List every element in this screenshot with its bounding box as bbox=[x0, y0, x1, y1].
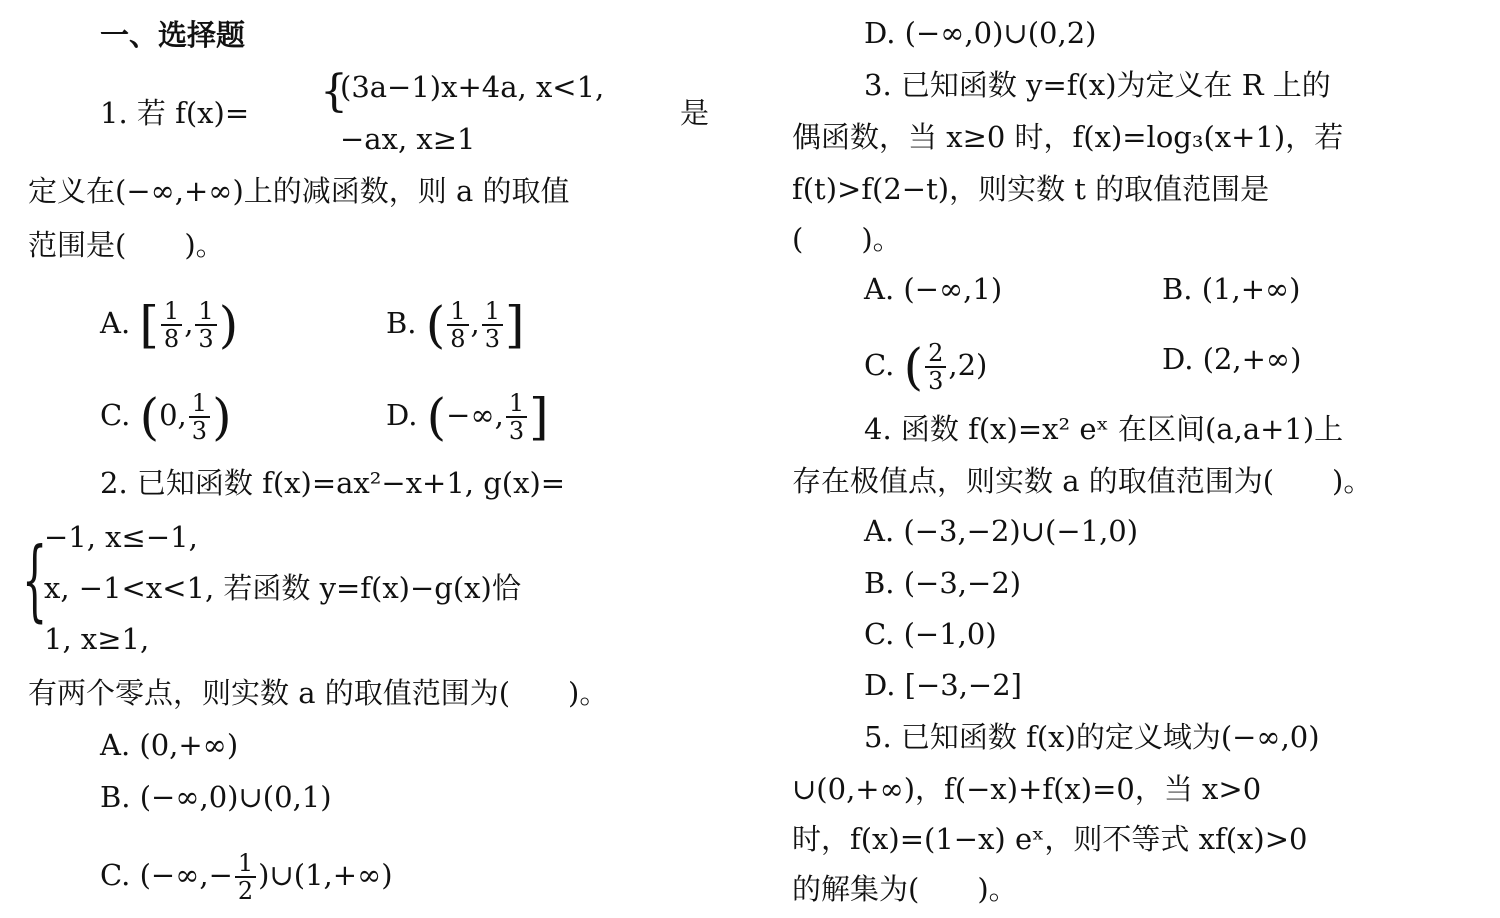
q2-case-1: −1, x≤−1, bbox=[44, 520, 198, 554]
denominator: 3 bbox=[198, 325, 214, 353]
q1-case-1: (3a−1)x+4a, x<1, bbox=[340, 70, 605, 104]
numerator: 1 bbox=[235, 850, 256, 878]
q1-option-d[interactable] bbox=[386, 390, 549, 444]
fraction bbox=[161, 298, 182, 352]
q3-option-a[interactable]: A. (−∞,1) bbox=[864, 272, 1003, 306]
denominator: 3 bbox=[508, 417, 525, 445]
option-label: C. bbox=[100, 398, 131, 432]
q1-option-a[interactable]: A. [ $\frac{1}{8}$ , $\frac{1}{3}$ ) bbox=[100, 296, 239, 354]
q2-line-1: 2. 已知函数 f(x)=ax²−x+1, g(x)= bbox=[100, 466, 566, 500]
q4-option-a[interactable]: A. (−3,−2)∪(−1,0) bbox=[864, 514, 1139, 548]
fraction bbox=[447, 298, 468, 352]
bracket: ] bbox=[529, 388, 549, 446]
q3-option-c[interactable] bbox=[864, 340, 987, 394]
option-label: D. bbox=[386, 398, 418, 432]
fraction bbox=[925, 340, 946, 394]
q3-option-b[interactable]: B. (1,+∞) bbox=[1162, 272, 1301, 306]
q3-line-1: 3. 已知函数 y=f(x)为定义在 R 上的 bbox=[864, 68, 1331, 102]
bracket: ( bbox=[139, 388, 160, 446]
q1-brace: { bbox=[320, 66, 348, 117]
q5-line-4: 的解集为( )。 bbox=[792, 872, 1018, 906]
numerator: 1 bbox=[447, 298, 468, 326]
option-text: (−∞,− bbox=[139, 858, 233, 892]
option-label: C. bbox=[864, 348, 895, 382]
q3-option-d[interactable]: D. (2,+∞) bbox=[1162, 342, 1302, 376]
denominator: 3 bbox=[191, 417, 208, 445]
bracket: ( bbox=[425, 296, 446, 354]
q3-line-2: 偶函数，当 x≥0 时，f(x)=log₃(x+1)，若 bbox=[792, 120, 1344, 154]
fraction bbox=[195, 298, 216, 352]
q4-option-c[interactable]: C. (−1,0) bbox=[864, 617, 997, 651]
q2-option-c[interactable] bbox=[100, 850, 393, 904]
section-title: 一、选择题 bbox=[100, 18, 246, 52]
denominator: 8 bbox=[163, 325, 180, 353]
q1-option-b[interactable]: B. ( $\frac{1}{8}$ , $\frac{1}{3}$ ] bbox=[386, 296, 525, 354]
option-label: A. bbox=[100, 306, 131, 340]
q1-stem: 1. 若 f(x)= bbox=[100, 96, 250, 130]
q5-line-1: 5. 已知函数 f(x)的定义域为(−∞,0) bbox=[864, 720, 1320, 754]
q4-option-d[interactable]: D. [−3,−2] bbox=[864, 668, 1022, 702]
numerator: 1 bbox=[506, 390, 527, 418]
q2-case-3: 1, x≥1, bbox=[44, 622, 150, 656]
denominator: 2 bbox=[237, 877, 254, 905]
q5-line-3: 时，f(x)=(1−x) eˣ，则不等式 xf(x)>0 bbox=[792, 822, 1308, 856]
option-text: 0, bbox=[159, 398, 187, 432]
option-label: B. bbox=[386, 306, 417, 340]
numerator: 1 bbox=[189, 390, 210, 418]
q2-case-2: x, −1<x<1, 若函数 y=f(x)−g(x)恰 bbox=[44, 571, 521, 605]
bracket: ( bbox=[903, 338, 924, 396]
numerator: 2 bbox=[925, 340, 946, 368]
option-label: C. bbox=[100, 858, 131, 892]
q4-option-b[interactable]: B. (−3,−2) bbox=[864, 566, 1022, 600]
fraction bbox=[235, 850, 256, 904]
q1-line-2: 定义在(−∞,+∞)上的减函数，则 a 的取值 bbox=[28, 174, 570, 208]
q2-option-b[interactable]: B. (−∞,0)∪(0,1) bbox=[100, 780, 332, 814]
bracket: ( bbox=[426, 388, 447, 446]
q5-line-2: ∪(0,+∞)，f(−x)+f(x)=0，当 x>0 bbox=[792, 772, 1262, 806]
q4-line-2: 存在极值点，则实数 a 的取值范围为( )。 bbox=[792, 464, 1373, 498]
fraction bbox=[506, 390, 527, 444]
option-text: ,2) bbox=[948, 348, 988, 382]
option-text: )∪(1,+∞) bbox=[258, 858, 393, 892]
bracket: [ bbox=[139, 296, 159, 354]
q2-line-5: 有两个零点，则实数 a 的取值范围为( )。 bbox=[28, 676, 609, 710]
q2-option-d[interactable]: D. (−∞,0)∪(0,2) bbox=[864, 16, 1097, 50]
q1-case-2: −ax, x≥1 bbox=[340, 122, 476, 156]
numerator: 1 bbox=[482, 298, 503, 326]
option-text: −∞, bbox=[446, 398, 504, 432]
numerator: 1 bbox=[195, 298, 216, 326]
q3-line-4: ( )。 bbox=[792, 222, 902, 256]
denominator: 8 bbox=[450, 325, 466, 353]
q1-stem-end: 是 bbox=[680, 96, 710, 130]
q2-option-a[interactable]: A. (0,+∞) bbox=[100, 728, 239, 762]
q1-option-c[interactable] bbox=[100, 390, 232, 444]
q1-line-3: 范围是( )。 bbox=[28, 228, 225, 262]
bracket: ) bbox=[212, 388, 232, 446]
fraction bbox=[482, 298, 503, 352]
fraction bbox=[189, 390, 210, 444]
q2-brace: { bbox=[22, 528, 48, 631]
q4-line-1: 4. 函数 f(x)=x² eˣ 在区间(a,a+1)上 bbox=[864, 412, 1344, 446]
numerator: 1 bbox=[161, 298, 182, 326]
denominator: 3 bbox=[484, 325, 501, 353]
bracket: ) bbox=[218, 296, 239, 354]
bracket: ] bbox=[505, 296, 525, 354]
denominator: 3 bbox=[928, 367, 944, 395]
q3-line-3: f(t)>f(2−t)，则实数 t 的取值范围是 bbox=[792, 172, 1270, 206]
